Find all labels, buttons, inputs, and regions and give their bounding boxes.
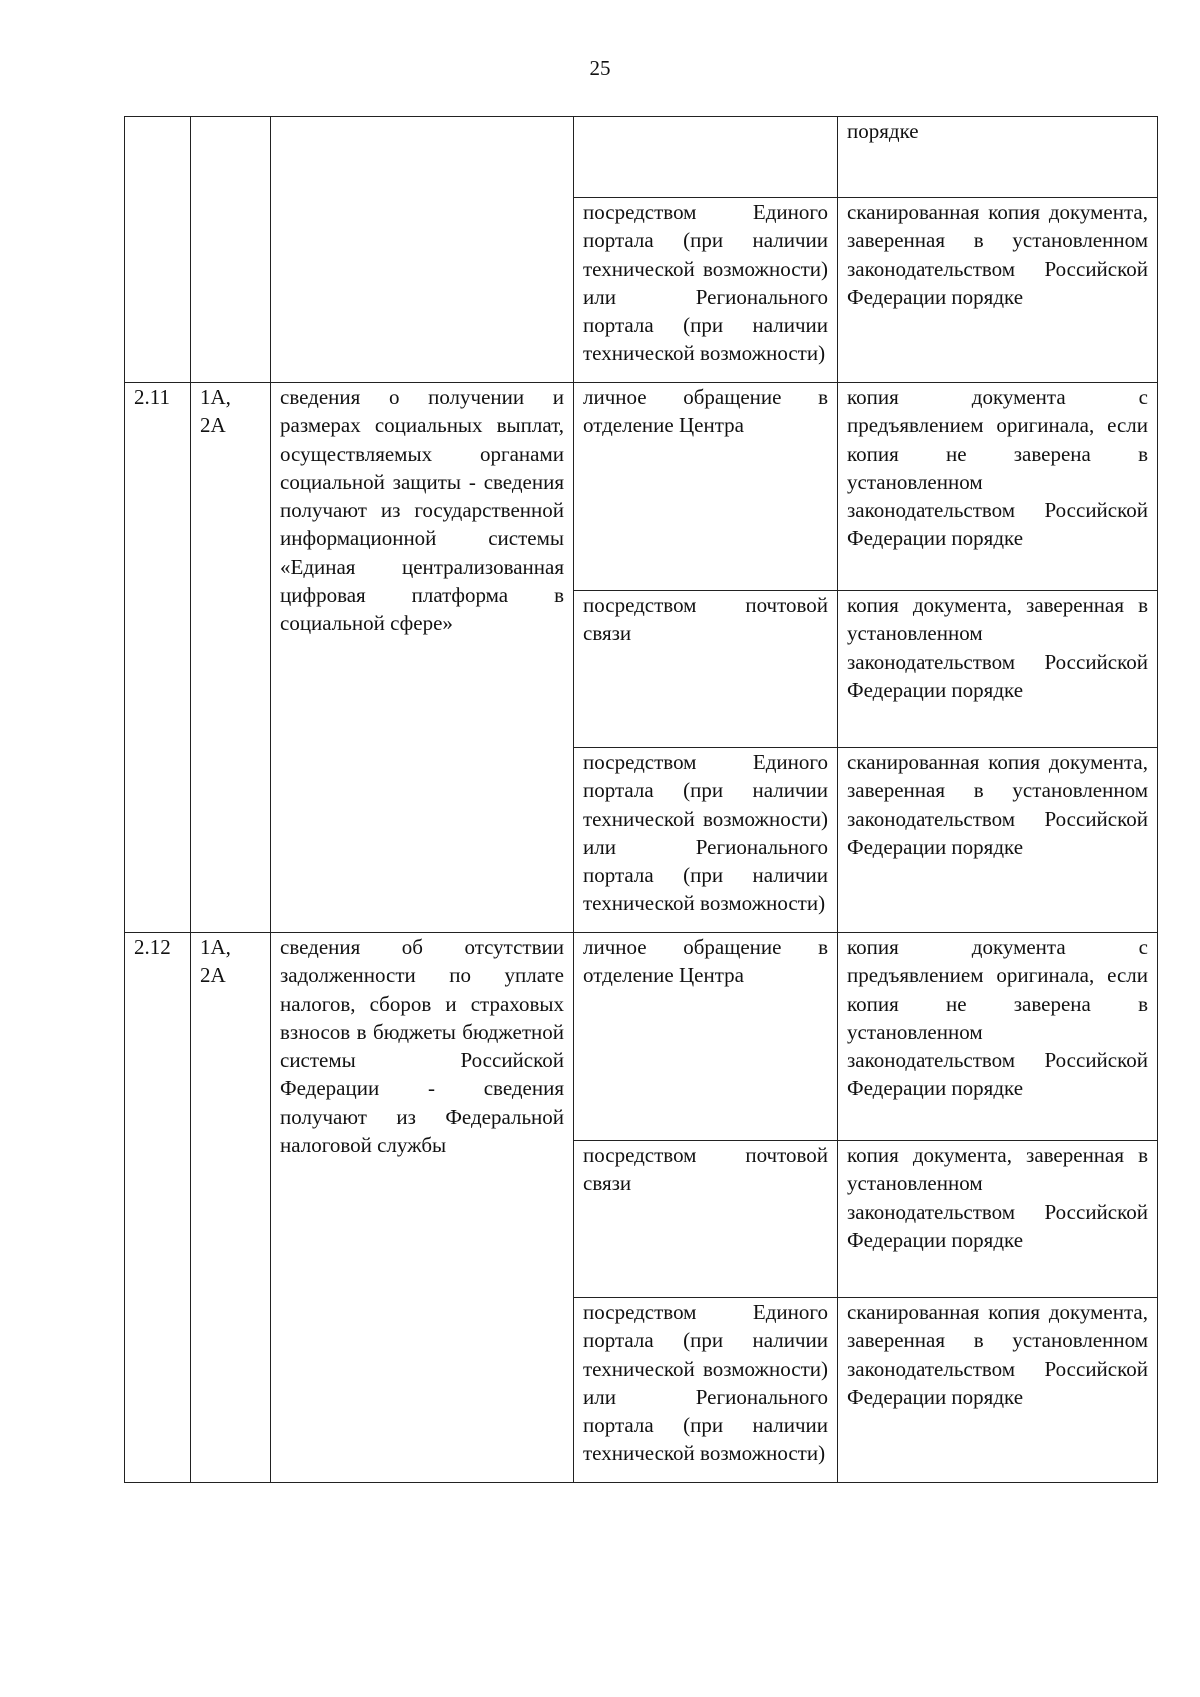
category-cell: 1А, 2А [191,383,271,933]
page-number: 25 [589,56,611,80]
result-cell: сканированная копия документа, заверенная в установленном законодательством Российской Федерации порядке [838,198,1158,383]
result-cell: сканированная копия документа, заверенная в установленном законодательством Российской Федерации порядке [838,1298,1158,1483]
description-cell [271,117,574,383]
row-number: 2.11 [125,383,191,933]
result-cell: копия документа, заверенная в установленном законодательством Российской Федерации порядке [838,591,1158,748]
method-cell: посредством Единого портала (при наличии технической возможности) или Регионального портала (при наличии технической возможности) [574,748,838,933]
table-row [125,117,1158,198]
method-cell: личное обращение в отделение Центра [574,933,838,1141]
result-cell: сканированная копия документа, заверенная в установленном законодательством Российской Федерации порядке [838,748,1158,933]
method-cell: посредством Единого портала (при наличии технической возможности) или Регионального портала (при наличии технической возможности) [574,198,838,383]
method-cell: посредством Единого портала (при наличии технической возможности) или Регионального портала (при наличии технической возможности) [574,1298,838,1483]
table-row [125,933,1158,1141]
num-cell [125,117,191,383]
requirements-table [124,116,1158,1483]
table-row [125,383,1158,591]
method-cell: посредством почтовой связи [574,591,838,748]
row-number: 2.12 [125,933,191,1483]
description-cell: сведения об отсутствии задолженности по уплате налогов, сборов и страховых взносов в бюджеты бюджетной системы Российской Федерации - сведения получают из Федеральной налоговой службы [271,933,574,1483]
method-cell: личное обращение в отделение Центра [574,383,838,591]
result-cell: копия документа с предъявлением оригинала, если копия не заверена в установленном законодательством Российской Федерации порядке [838,383,1158,591]
method-cell: посредством почтовой связи [574,1141,838,1298]
result-cell: копия документа, заверенная в установленном законодательством Российской Федерации порядке [838,1141,1158,1298]
description-cell: сведения о получении и размерах социальных выплат, осуществляемых органами социальной защиты - сведения получают из государственной информационной системы «Единая централизованная цифровая платформа в социальной сфере» [271,383,574,933]
result-cell: порядке [838,117,1158,198]
result-cell: копия документа с предъявлением оригинала, если копия не заверена в установленном законодательством Российской Федерации порядке [838,933,1158,1141]
method-cell [574,117,838,198]
category-cell [191,117,271,383]
category-cell: 1А, 2А [191,933,271,1483]
